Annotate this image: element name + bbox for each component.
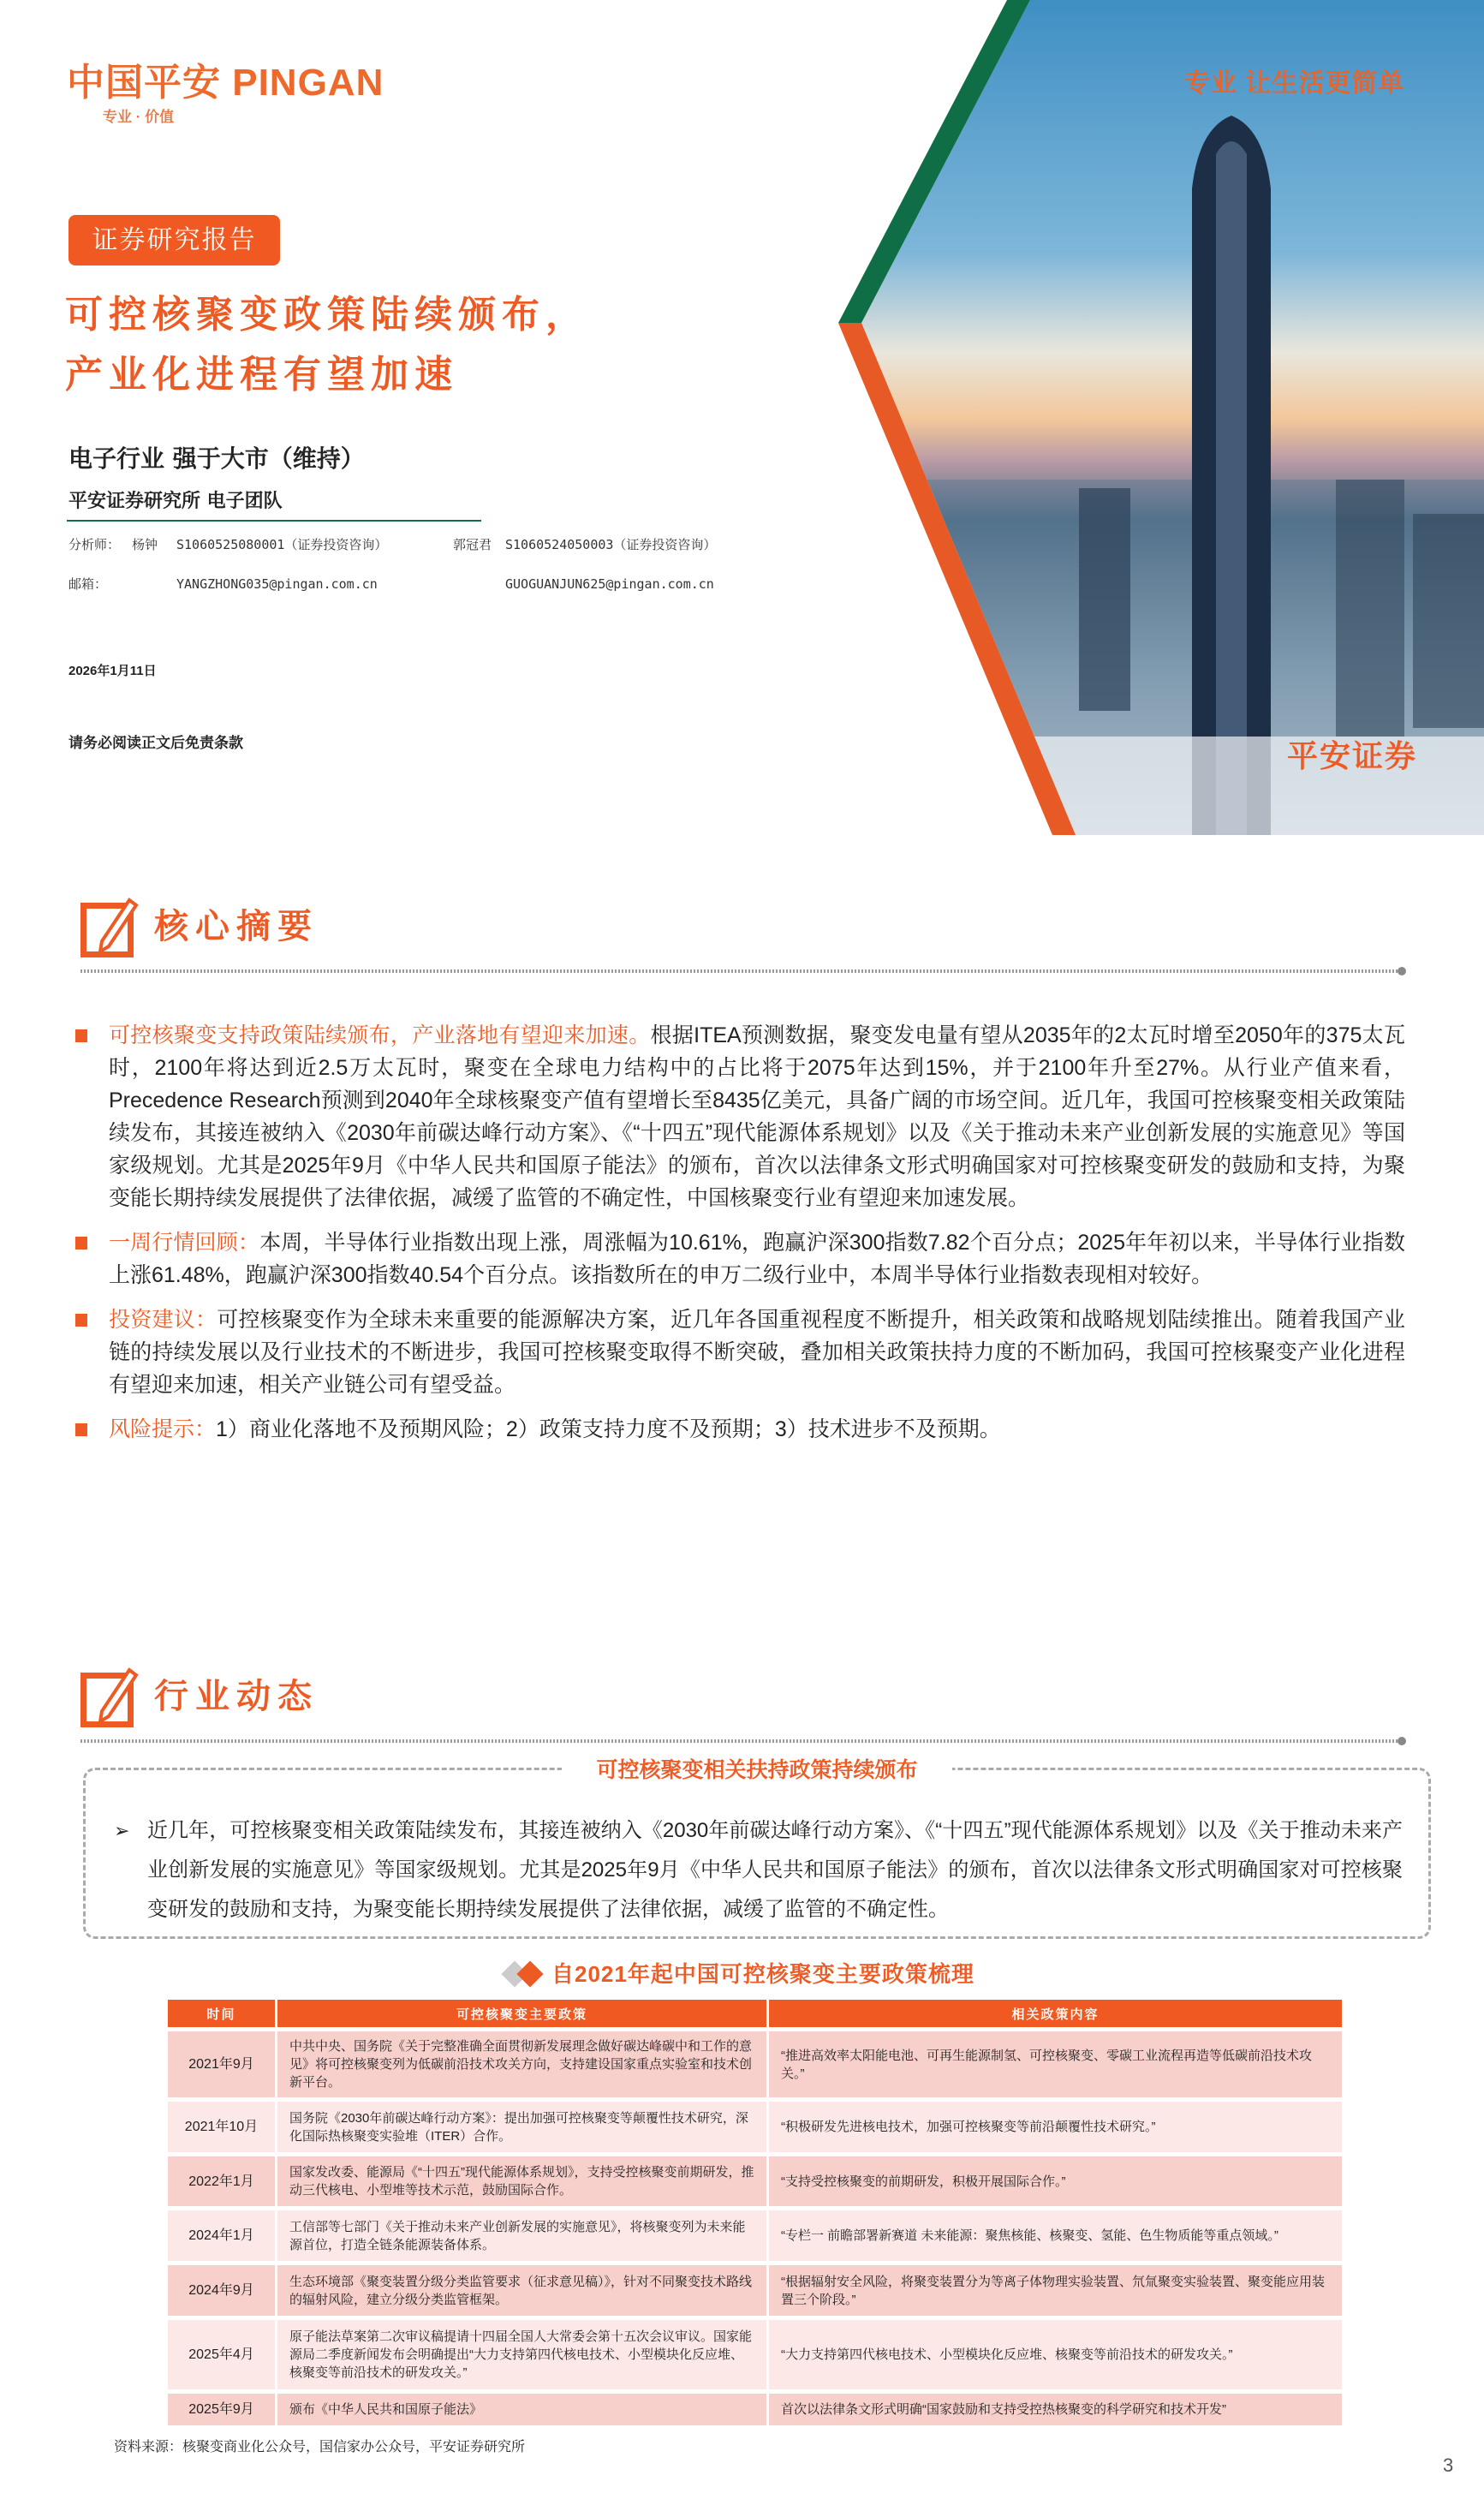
bullet-heading: 一周行情回顾： (109, 1231, 260, 1255)
callout-text: 近几年，可控核聚变相关政策陆续发布，其接连被纳入《2030年前碳达峰行动方案》、《“十四五”现代能源体系规划》以及《关于推动未来产业创新发展的实施意见》等国家级规划。尤其是2025年9月《中华人民共和国原子能法》的颁布，首次以法律条文形式明确国家对可控核聚变研发的鼓励和支持，为聚变能长期持续发展提供了法律依据，减缓了监管的不确定性。 (147, 1819, 1403, 1921)
analyst-label: 分析师： (69, 537, 121, 552)
cell-content: “专栏一 前瞻部署新赛道 未来能源：聚焦核能、核聚变、氢能、色生物质能等重点领域。” (769, 2210, 1342, 2261)
bullet-text: 根据ITEA预测数据，聚变发电量有望从2035年的2太瓦时增至2050年的375太瓦时，2100年将达到近2.5万太瓦时，聚变在全球电力结构中的占比将于2075年达到15%，并于2100年升至27%。从行业产值来看，Precedence Research预测到2040年全球核聚变产值有望增长至8435亿美元，具备广阔的市场空间。近几年，我国可控核聚变相关政策陆续发布，其接连被纳入《2030年前碳达峰行动方案》、《“十四五”现代能源体系规划》以及《关于推动未来产业创新发展的实施意见》等国家级规划。尤其是2025年9月《中华人民共和国原子能法》的颁布，首次以法律条文形式明确国家对可控核聚变研发的鼓励和支持，为聚变能长期持续发展提供了法律依据，减缓了监管的不确定性，中国核聚变行业有望迎来加速发展。 (109, 1023, 1405, 1210)
cell-content: 首次以法律条文形式明确“国家鼓励和支持受控热核聚变的科学研究和技术开发” (769, 2394, 1342, 2425)
analyst-email[interactable]: YANGZHONG035@pingan.com.cn (176, 576, 378, 592)
email-label: 邮箱： (69, 576, 108, 592)
cell-content: “积极研发先进核电技术，加强可控核聚变等前沿颠覆性技术研究。” (769, 2102, 1342, 2152)
bullet-heading: 可控核聚变支持政策陆续颁布，产业落地有望迎来加速。 (109, 1023, 651, 1047)
cell-content: “支持受控核聚变的前期研发，积极开展国际合作。” (769, 2156, 1342, 2206)
report-body (0, 891, 1484, 2474)
column-header: 相关政策内容 (769, 2000, 1342, 2027)
cell-content: “大力支持第四代核电技术、小型模块化反应堆、核聚变等前沿技术的研发攻关。” (769, 2320, 1342, 2389)
banner-slogan: 专业 让生活更简单 (1184, 69, 1405, 98)
section-header-industry (0, 1661, 1484, 1768)
cell-policy: 中共中央、国务院《关于完整准确全面贯彻新发展理念做好碳达峰碳中和工作的意见》将可控核聚变列为低碳前沿技术攻关方向，支持建设国家重点实验室和技术创新平台。 (277, 2031, 766, 2097)
table-row (168, 2031, 1342, 2097)
bullet-marker (75, 1237, 87, 1250)
cell-time: 2024年1月 (168, 2210, 275, 2261)
section-title-industry: 行业动态 (154, 1676, 319, 1716)
callout-body (111, 1811, 1403, 1929)
cell-policy: 原子能法草案第二次审议稿提请十四届全国人大常委会第十五次会议审议。国家能源局二季度新闻发布会明确提出“大力支持第四代核电技术、小型模块化反应堆、核聚变等前沿技术的研发攻关。” (277, 2320, 766, 2389)
analyst-license: S1060525080001（证券投资咨询） (176, 537, 388, 552)
cell-time: 2022年1月 (168, 2156, 275, 2206)
bullet-marker (75, 1314, 87, 1327)
table-row (168, 2394, 1342, 2425)
report-title-line2: 产业化进程有望加速 (65, 353, 458, 397)
cell-policy: 生态环境部《聚变装置分级分类监管要求（征求意见稿）》，针对不同聚变技术路线的辐射风险，建立分级分类监管框架。 (277, 2265, 766, 2316)
section-title-summary: 核心摘要 (154, 906, 319, 946)
arrow-bullet-icon: ➢ (114, 1820, 130, 1841)
report-title-line1: 可控核聚变政策陆续颁布， (65, 293, 589, 337)
table-row (168, 2320, 1342, 2389)
bullet-marker (75, 1029, 87, 1042)
summary-bullet (75, 1413, 1405, 1446)
summary-bullet (75, 1019, 1405, 1214)
dotted-divider (80, 1739, 1399, 1743)
table-title-text: 自2021年起中国可控核聚变主要政策梳理 (551, 1961, 974, 1987)
column-header: 时间 (168, 2000, 275, 2027)
cell-time: 2024年9月 (168, 2265, 275, 2316)
pencil-note-icon (80, 1673, 134, 1727)
policy-table (165, 1995, 1344, 2430)
analyst-license: S1060524050003（证券投资咨询） (505, 537, 717, 552)
callout-title-text: 可控核聚变相关扶持政策持续颁布 (562, 1758, 951, 1782)
disclaimer-note: 请务必阅读正文后免责条款 (69, 735, 243, 752)
policy-callout-box (83, 1758, 1431, 1939)
analyst-name: 郭冠君 (453, 537, 492, 552)
analyst-email[interactable]: GUOGUANJUN625@pingan.com.cn (505, 576, 714, 592)
table-row (168, 2102, 1342, 2152)
bullet-marker (75, 1423, 87, 1436)
banner-brand: 平安证券 (1287, 738, 1418, 773)
table-header-row (168, 2000, 1342, 2027)
summary-bullet (75, 1226, 1405, 1291)
summary-bullet (75, 1303, 1405, 1401)
report-type-badge: 证券研究报告 (69, 215, 280, 265)
diamond-icon (516, 1960, 543, 1987)
source-note: 资料来源：核聚变商业化公众号，国信家办公众号，平安证券研究所 (114, 2440, 526, 2454)
table-row (168, 2156, 1342, 2206)
bullet-heading: 风险提示： (109, 1417, 217, 1441)
divider-end-dot (1398, 1737, 1406, 1745)
bullet-text: 1）商业化落地不及预期风险；2）政策支持力度不及预期；3）技术进步不及预期。 (216, 1417, 1001, 1441)
divider (67, 520, 481, 522)
section-header-summary (0, 891, 1484, 1019)
divider-end-dot (1398, 967, 1406, 975)
bullet-text: 本周，半导体行业指数出现上涨，周涨幅为10.61%，跑赢沪深300指数7.82个百分点；2025年年初以来，半导体行业指数上涨61.48%，跑赢沪深300指数40.54个百分点。该指数所在的申万二级行业中，本周半导体行业指数表现相对较好。 (109, 1231, 1405, 1287)
bullet-heading: 投资建议： (109, 1308, 218, 1332)
cell-policy: 颁布《中华人民共和国原子能法》 (277, 2394, 766, 2425)
logo-tagline: 专业 · 价值 (103, 109, 175, 125)
industry-rating: 电子行业 强于大市（维持） (69, 444, 365, 473)
analyst-name: 杨钟 (132, 537, 158, 552)
pencil-note-icon (80, 903, 134, 957)
table-row (168, 2265, 1342, 2316)
bullet-text: 可控核聚变作为全球未来重要的能源解决方案，近几年各国重视程度不断提升，相关政策和战略规划陆续推出。随着我国产业链的持续发展以及行业技术的不断进步，我国可控核聚变取得不断突破，叠加相关政策扶持力度的不断加码，我国可控核聚变产业化进程有望迎来加速，相关产业链公司有望受益。 (109, 1308, 1405, 1397)
pingan-logo: 中国平安 PINGAN (67, 62, 384, 104)
cover-banner-image (0, 0, 1484, 839)
research-team: 平安证券研究所 电子团队 (69, 490, 283, 512)
column-header: 可控核聚变主要政策 (277, 2000, 766, 2027)
table-title (505, 1960, 1484, 1988)
callout-title (86, 1757, 1428, 1786)
cell-policy: 国务院《2030年前碳达峰行动方案》：提出加强可控核聚变等颠覆性技术研究，深化国际热核聚变实验堆（ITER）合作。 (277, 2102, 766, 2152)
page-number: 3 (1443, 2454, 1454, 2476)
dotted-divider (80, 969, 1399, 973)
cell-time: 2025年9月 (168, 2394, 275, 2425)
cell-time: 2021年9月 (168, 2031, 275, 2097)
cell-time: 2021年10月 (168, 2102, 275, 2152)
cell-time: 2025年4月 (168, 2320, 275, 2389)
cell-policy: 工信部等七部门《关于推动未来产业创新发展的实施意见》，将核聚变列为未来能源首位，打造全链条能源装备体系。 (277, 2210, 766, 2261)
cell-content: “根据辐射安全风险，将聚变装置分为等离子体物理实验装置、氘氚聚变实验装置、聚变能应用装置三个阶段。” (769, 2265, 1342, 2316)
cell-policy: 国家发改委、能源局《“十四五”现代能源体系规划》，支持受控核聚变前期研发，推动三代核电、小型堆等技术示范，鼓励国际合作。 (277, 2156, 766, 2206)
report-date: 2026年1月11日 (69, 664, 157, 678)
table-row (168, 2210, 1342, 2261)
cell-content: “推进高效率太阳能电池、可再生能源制氢、可控核聚变、零碳工业流程再造等低碳前沿技术攻关。” (769, 2031, 1342, 2097)
